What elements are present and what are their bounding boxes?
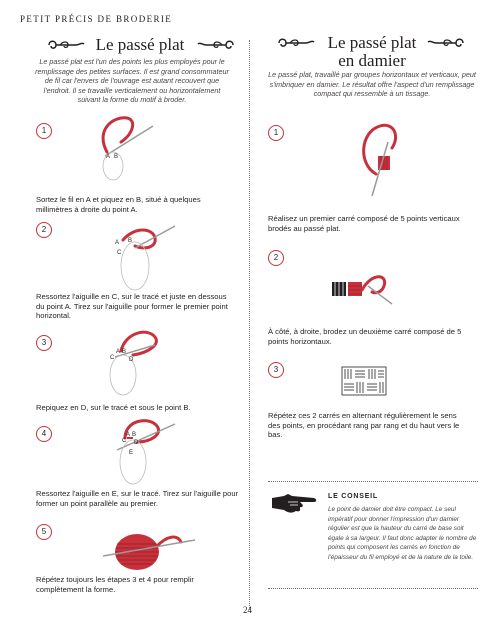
pointing-hand-icon: [270, 492, 318, 514]
step-text: Réalisez un premier carré composé de 5 points verticaux brodés au passé plat.: [268, 214, 460, 233]
step-number: 2: [268, 250, 284, 266]
point-label: C: [110, 355, 115, 361]
step-text: À côté, à droite, brodez un deuxième carré composé de 5 points horizontaux.: [268, 327, 462, 346]
column-divider: [249, 40, 250, 610]
ornament-scroll-icon: [276, 36, 316, 50]
step-illustration: [95, 410, 185, 490]
point-label: A: [116, 349, 121, 355]
step-number: 3: [268, 362, 284, 378]
step-illustration: [95, 520, 205, 575]
step-number: 3: [36, 335, 52, 351]
ornament-scroll-icon: [196, 38, 236, 52]
point-label: A: [115, 240, 120, 246]
step-number: 1: [268, 125, 284, 141]
point-label: E: [129, 450, 134, 456]
step-illustration: [95, 323, 185, 398]
point-label: C: [117, 250, 122, 256]
tip-divider-top: [268, 481, 478, 482]
point-label: B: [132, 432, 137, 438]
step-text: Répétez toujours les étapes 3 et 4 pour remplir complètement la forme.: [36, 575, 194, 594]
step-number: 5: [36, 524, 52, 540]
needle-icon: [105, 126, 153, 156]
point-label: D: [129, 357, 134, 363]
point-label: B: [122, 349, 127, 355]
point-label: A: [106, 154, 111, 160]
step-number: 1: [36, 123, 52, 139]
step-illustration: [318, 268, 428, 308]
running-header: PETIT PRÉCIS DE BRODERIE: [20, 14, 173, 24]
step-text: Sortez le fil en A et piquez en B, situé à quelques millimètres à droite du point A.: [36, 195, 201, 214]
right-intro: Le passé plat, travaillé par groupes horizontaux et verticaux, peut s'imbriquer en damier. Le résultat offre l'aspect d'un remplissage compact qui ressemble à un tissage.: [268, 70, 476, 99]
step-text: Repiquez en D, sur le tracé et sous le point B.: [36, 403, 191, 412]
tip-title: LE CONSEIL: [328, 493, 379, 500]
step-number: 2: [36, 222, 52, 238]
step-text: Répétez ces 2 carrés en alternant régulièrement le sens des points, en procédant rang par rang et du haut vers le bas.: [268, 411, 460, 440]
point-label: C: [122, 438, 127, 444]
step-text: Ressortez l'aiguille en C, sur le tracé et juste en dessous du point A. Tirez sur l'aiguille pour former le premier point horizontal.: [36, 292, 228, 321]
step-illustration: [85, 112, 175, 182]
left-intro: Le passé plat est l'un des points les plus employés pour le remplissage des petites surfaces. Il est grand consommateur de fil car l'envers de l'ouvrage est autant recouvert que l'endroit. Il se travaille verticalement ou horizontalement suivant la forme du motif à broder.: [35, 57, 229, 105]
point-label: D: [134, 440, 139, 446]
point-label: B: [128, 238, 133, 244]
step-illustration: [330, 112, 440, 202]
ornament-scroll-icon: [46, 38, 86, 52]
needle-icon: [368, 286, 392, 304]
tip-text: Le point de damier doit être compact. Le seul impératif pour donner l'impression d'un damier régulier est que la hauteur du carré de base soit égale à sa largeur. Il faut donc adapter le nombre de points qui composent les carrés en fonction de l'épaisseur du fil employé et de la nature de la toile.: [328, 506, 477, 561]
point-label: A: [126, 432, 131, 438]
ornament-scroll-icon: [426, 36, 466, 50]
page-number: 24: [243, 605, 252, 615]
right-title-line2: en damier: [338, 51, 406, 70]
point-label: B: [114, 154, 119, 160]
checkerboard-illustration: [342, 367, 386, 395]
right-title: [314, 34, 430, 70]
tip-divider-bottom: [268, 588, 478, 589]
step-number: 4: [36, 426, 52, 442]
step-text: Ressortez l'aiguille en E, sur le tracé. Tirez sur l'aiguille pour former un point parallèle au premier.: [36, 489, 239, 508]
right-title-line1: Le passé plat: [327, 33, 417, 52]
step-illustration: [95, 220, 185, 295]
left-title: Le passé plat: [95, 35, 185, 54]
